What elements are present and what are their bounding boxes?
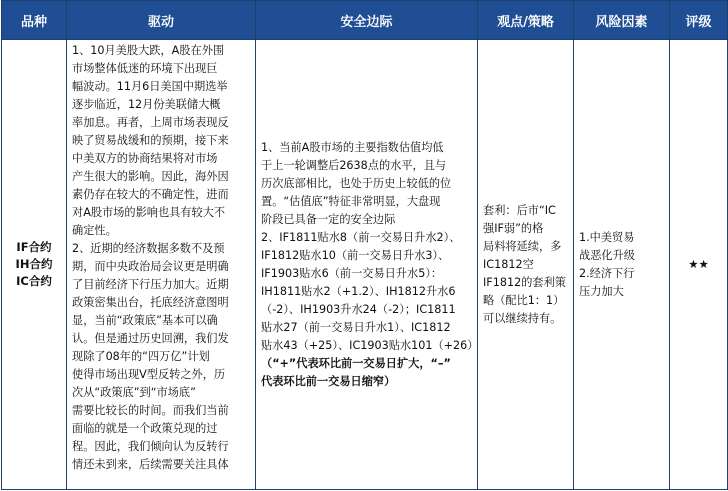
rating-cell [670,40,728,490]
view-line: 强IF弱”的格 [483,221,544,235]
driver-line: 产生很大的影响。因此，海外因 [72,170,229,183]
driver-line: 认。但是通过历史回溯，我们发 [72,332,229,345]
driver-line: 期，而中央政治局会议更是明确 [72,260,229,273]
driver-line: 逐步临近，12月份美联储大概 [72,98,221,111]
header-safety-margin: 安全边际 [256,1,478,40]
view-strategy-cell [478,40,574,490]
risk-line: 压力加大 [579,284,624,298]
margin-note-line: （“+”代表环比前一交易日扩大，“–” [261,356,451,370]
view-line: IF1812的套利策 [483,275,566,289]
driver-line: 了目前经济下行压力加大。近期 [72,278,229,291]
driver-line: 幅波动。11月6日美国中期选举 [72,80,228,93]
driver-line: 现除了08年的“四万亿”计划 [72,350,210,363]
margin-line: 2、IF1811贴水8（前一交易日升水2）、 [261,230,461,244]
table-row [2,40,728,490]
driver-line: 率加息。再者，上周市场表现反 [72,116,229,129]
view-line: IC1812空 [483,257,534,271]
driver-line: 政策密集出台，托底经济意图明 [72,296,229,309]
driver-line: 程。因此，我们倾向认为反转行 [72,440,229,453]
margin-line: IF1812贴水10（前一交易日升水3）、 [261,248,450,262]
margin-line: 1、当前A股市场的主要指数估值均低 [261,140,444,154]
header-risk-factors: 风险因素 [574,1,670,40]
view-line: 略（配比1：1） [483,293,565,307]
contract-ih: IH合约 [15,257,53,271]
driver-line: 显，当前“政策底”基本可以确 [72,314,218,327]
margin-note-line: 代表环比前一交易日缩窄） [261,374,396,388]
driver-cell [67,40,256,490]
driver-line: 需要比较长的时间。而我们当前 [72,404,229,417]
driver-text [72,42,250,487]
driver-line: 中美双方的协商结果将对市场 [72,152,218,165]
header-view-strategy: 观点/策略 [478,1,574,40]
safety-margin-cell [256,40,478,490]
margin-line: （-2）、IH1903升水24（-2）；IC1811 [261,302,456,316]
margin-line: 贴水27（前一交易日升水1）、IC1812 [261,320,451,334]
risk-line: 战恶化升级 [579,248,635,262]
strategy-table [1,0,728,490]
header-row [2,1,728,40]
view-line: 套利：后市“IC [483,203,556,217]
driver-line: 1、10月美股大跌，A股在外围 [72,44,225,57]
risk-line: 2.经济下行 [579,266,635,280]
margin-line: IH1811贴水2（+1.2）、IH1812升水6 [261,284,456,298]
view-line: 可以继续持有。 [483,311,562,325]
margin-line: 置。“估值底”特征非常明显，大盘现 [261,194,441,208]
driver-line: 次从“政策底”到“市场底” [72,386,196,399]
driver-line: 2、近期的经济数据多数不及预 [72,242,225,255]
header-variety: 品种 [2,1,67,40]
margin-line: IF1903贴水6（前一交易日升水5）： [261,266,443,280]
rating-stars: ★★ [688,257,709,271]
driver-line: 映了贸易战缓和的预期，接下来 [72,134,229,147]
contract-ic: IC合约 [16,274,52,288]
header-driver: 驱动 [67,1,256,40]
risk-factors-cell [574,40,670,490]
driver-line: 对A股市场的影响也具有较大不 [72,206,226,219]
view-line: 局料将延续，多 [483,239,562,253]
margin-line: 历次底部相比，也处于历史上较低的位 [261,176,452,190]
driver-line: 确定性。 [72,224,117,237]
margin-line: 贴水43（+25）、IC1903贴水101（+26） [261,338,479,352]
margin-line: 于上一轮调整后2638点的水平，且与 [261,158,447,172]
driver-line: 情还未到来，后续需要关注具体 [72,458,229,471]
header-rating: 评级 [670,1,728,40]
contract-if: IF合约 [16,240,52,254]
driver-line: 使得市场出现V型反转之外，历 [72,368,226,381]
risk-line: 1.中美贸易 [579,230,635,244]
driver-line: 素仍存在较大的不确定性，进而 [72,188,229,201]
margin-line: 阶段已具备一定的安全边际 [261,212,396,226]
driver-line: 市场整体低迷的环境下出现巨 [72,62,218,75]
driver-line: 面临的就是一个政策兑现的过 [72,422,218,435]
contract-cell [2,40,67,490]
